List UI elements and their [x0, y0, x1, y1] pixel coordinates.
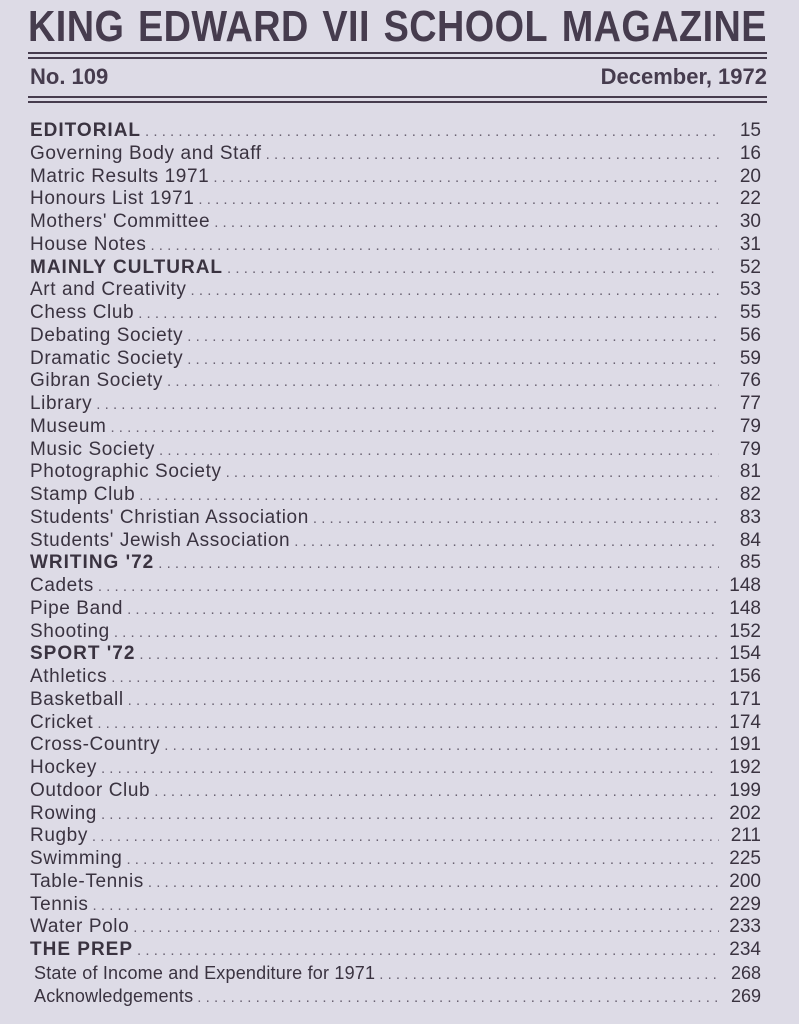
issue-date: December, 1972 — [600, 64, 767, 89]
toc-page-number: 59 — [739, 347, 761, 369]
toc-page-number: 156 — [729, 666, 761, 687]
toc-page-number: 192 — [729, 757, 761, 778]
toc-entry-title: WRITING '72 — [30, 552, 155, 574]
toc-entry — [30, 825, 761, 848]
toc-entry — [30, 530, 761, 553]
toc-page-number: 30 — [739, 211, 761, 232]
toc-entry-title: Rugby — [30, 825, 88, 847]
toc-section-heading — [30, 120, 761, 143]
toc-page-number: 55 — [739, 302, 761, 323]
toc-page-number: 56 — [739, 324, 761, 346]
toc-entry — [30, 188, 761, 211]
toc-page-number: 79 — [739, 438, 761, 460]
header-rule-top — [28, 52, 767, 59]
toc-page-number: 171 — [729, 688, 761, 710]
toc-entry-title: Swimming — [30, 848, 123, 869]
toc-entry-title: Pipe Band — [30, 597, 124, 619]
dot-leader — [159, 440, 719, 463]
dot-leader — [294, 531, 719, 554]
toc-entry — [30, 780, 761, 803]
dot-leader — [139, 644, 719, 667]
title-word-edward: EDWARD — [137, 2, 309, 51]
toc-entry — [30, 985, 761, 1008]
toc-section-heading — [30, 643, 761, 666]
toc-entry-title: Basketball — [30, 688, 124, 710]
toc-entry — [30, 439, 761, 462]
toc-entry-title: Governing Body and Staff — [30, 142, 262, 164]
toc-page-number: 31 — [739, 233, 761, 255]
toc-entry — [30, 302, 761, 325]
toc-entry-title: State of Income and Expenditure for 1971 — [34, 962, 376, 983]
dot-leader — [126, 849, 719, 872]
toc-entry-title: Cricket — [30, 711, 94, 733]
toc-entry — [30, 279, 761, 302]
toc-page-number: 22 — [739, 188, 761, 210]
toc-entry — [30, 757, 761, 780]
dot-leader — [101, 804, 719, 827]
toc-page-number: 174 — [729, 711, 761, 733]
toc-page-number: 202 — [729, 802, 761, 824]
toc-entry-title: Honours List 1971 — [30, 188, 195, 210]
toc-page-number: 154 — [729, 643, 761, 665]
dot-leader — [154, 781, 719, 804]
toc-entry — [30, 507, 761, 530]
toc-entry — [30, 894, 761, 917]
dot-leader — [101, 758, 719, 781]
dot-leader — [213, 167, 719, 190]
toc-page-number: 53 — [739, 279, 761, 301]
toc-entry — [30, 393, 761, 416]
toc-entry-title: Library — [30, 393, 93, 414]
toc-page-number: 83 — [739, 506, 761, 528]
toc-page-number: 15 — [739, 120, 761, 141]
toc-section-heading — [30, 939, 761, 962]
toc-entry — [30, 484, 761, 507]
dot-leader — [111, 667, 719, 690]
dot-leader — [187, 326, 719, 349]
title-word-magazine: MAGAZINE — [561, 2, 767, 51]
toc-entry-title: Music Society — [30, 438, 156, 460]
dot-leader — [164, 735, 719, 758]
issue-number: No. 109 — [30, 64, 109, 89]
toc-page-number: 200 — [729, 870, 761, 892]
toc-entry-title: Matric Results 1971 — [30, 165, 210, 187]
dot-leader — [266, 144, 719, 167]
toc-page-number: 20 — [739, 165, 761, 187]
dot-leader — [197, 987, 719, 1010]
toc-entry — [30, 234, 761, 257]
header-rule-bottom — [28, 96, 767, 103]
dot-leader — [167, 371, 719, 394]
dot-leader — [138, 303, 719, 326]
toc-entry-title: Cross-Country — [30, 734, 161, 756]
toc-page-number: 268 — [730, 962, 761, 983]
toc-page-number: 85 — [739, 552, 761, 574]
toc-entry — [30, 598, 761, 621]
toc-entry-title: MAINLY CULTURAL — [30, 256, 224, 278]
dot-leader — [139, 485, 719, 508]
toc-page-number: 191 — [729, 734, 761, 756]
toc-page-number: 148 — [729, 575, 761, 596]
toc-page-number: 152 — [729, 620, 761, 642]
dot-leader — [158, 553, 719, 576]
toc-page-number: 84 — [739, 529, 761, 551]
dot-leader — [145, 121, 719, 144]
dot-leader — [127, 599, 719, 622]
toc-page-number: 81 — [739, 461, 761, 483]
toc-entry-title: EDITORIAL — [30, 120, 142, 141]
toc-entry-title: Art and Creativity — [30, 279, 187, 301]
toc-page-number: 211 — [730, 825, 761, 847]
toc-entry-title: Gibran Society — [30, 370, 164, 392]
issue-line — [30, 64, 767, 90]
toc-entry — [30, 575, 761, 598]
toc-page-number: 234 — [729, 939, 761, 960]
toc-entry — [30, 689, 761, 712]
title-word-king: KING — [28, 2, 125, 51]
toc-page-number: 52 — [739, 256, 761, 278]
toc-page-number: 148 — [729, 597, 761, 619]
toc-entry — [30, 803, 761, 826]
toc-entry — [30, 848, 761, 871]
toc-entry-title: Athletics — [30, 666, 108, 687]
toc-entry-title: Shooting — [30, 620, 110, 642]
toc-entry-title: Stamp Club — [30, 484, 136, 505]
toc-entry-title: House Notes — [30, 233, 147, 255]
dot-leader — [114, 622, 719, 645]
dot-leader — [110, 417, 719, 440]
dot-leader — [137, 940, 719, 963]
toc-page-number: 79 — [739, 415, 761, 437]
dot-leader — [313, 508, 719, 531]
toc-entry-title: Water Polo — [30, 916, 130, 938]
toc-entry — [30, 712, 761, 735]
dot-leader — [96, 394, 719, 417]
toc-entry — [30, 962, 761, 985]
toc-page-number: 16 — [739, 142, 761, 164]
title-word-school: SCHOOL — [383, 2, 549, 51]
dot-leader — [187, 349, 719, 372]
dot-leader — [92, 826, 719, 849]
toc-entry — [30, 734, 761, 757]
toc-entry-title: Dramatic Society — [30, 347, 184, 369]
toc-entry — [30, 621, 761, 644]
toc-entry — [30, 416, 761, 439]
toc-entry — [30, 166, 761, 189]
dot-leader — [226, 462, 719, 485]
toc-entry — [30, 871, 761, 894]
dot-leader — [93, 895, 719, 918]
toc-entry-title: Outdoor Club — [30, 779, 151, 801]
title-word-vii: VII — [322, 2, 370, 51]
toc-entry-title: THE PREP — [30, 939, 134, 960]
toc-page-number: 233 — [729, 916, 761, 938]
dot-leader — [198, 189, 719, 212]
toc-entry — [30, 143, 761, 166]
dot-leader — [150, 235, 719, 258]
toc-entry — [30, 916, 761, 939]
toc-page-number: 199 — [729, 779, 761, 801]
toc-page-number: 76 — [739, 370, 761, 392]
dot-leader — [133, 917, 719, 940]
toc-entry — [30, 666, 761, 689]
dot-leader — [128, 690, 719, 713]
toc-entry-title: Photographic Society — [30, 461, 222, 483]
toc-section-heading — [30, 552, 761, 575]
dot-leader — [379, 964, 719, 987]
dot-leader — [191, 280, 719, 303]
toc-page-number: 82 — [739, 484, 761, 505]
table-of-contents — [30, 120, 761, 1007]
toc-entry — [30, 211, 761, 234]
toc-entry-title: Tennis — [30, 893, 89, 915]
toc-page-number: 77 — [739, 393, 761, 414]
dot-leader — [98, 576, 719, 599]
toc-entry-title: Hockey — [30, 757, 97, 778]
toc-entry-title: Mothers' Committee — [30, 211, 211, 232]
toc-entry-title: Museum — [30, 415, 107, 437]
toc-page-number: 225 — [729, 848, 761, 869]
toc-entry-title: Acknowledgements — [34, 985, 194, 1006]
dot-leader — [227, 258, 719, 281]
dot-leader — [148, 872, 719, 895]
toc-entry-title: Chess Club — [30, 302, 135, 323]
toc-entry-title: Cadets — [30, 575, 94, 596]
dot-leader — [97, 713, 719, 736]
toc-entry — [30, 461, 761, 484]
toc-page-number: 269 — [730, 985, 761, 1006]
toc-entry — [30, 348, 761, 371]
toc-entry — [30, 325, 761, 348]
toc-entry-title: Table-Tennis — [30, 870, 144, 892]
toc-entry-title: Debating Society — [30, 324, 184, 346]
toc-entry — [30, 370, 761, 393]
dot-leader — [214, 212, 719, 235]
magazine-title — [28, 2, 767, 52]
toc-page-number: 229 — [729, 893, 761, 915]
toc-section-heading — [30, 257, 761, 280]
toc-entry-title: Rowing — [30, 802, 97, 824]
toc-entry-title: SPORT '72 — [30, 643, 136, 665]
toc-entry-title: Students' Jewish Association — [30, 529, 291, 551]
toc-entry-title: Students' Christian Association — [30, 506, 309, 528]
